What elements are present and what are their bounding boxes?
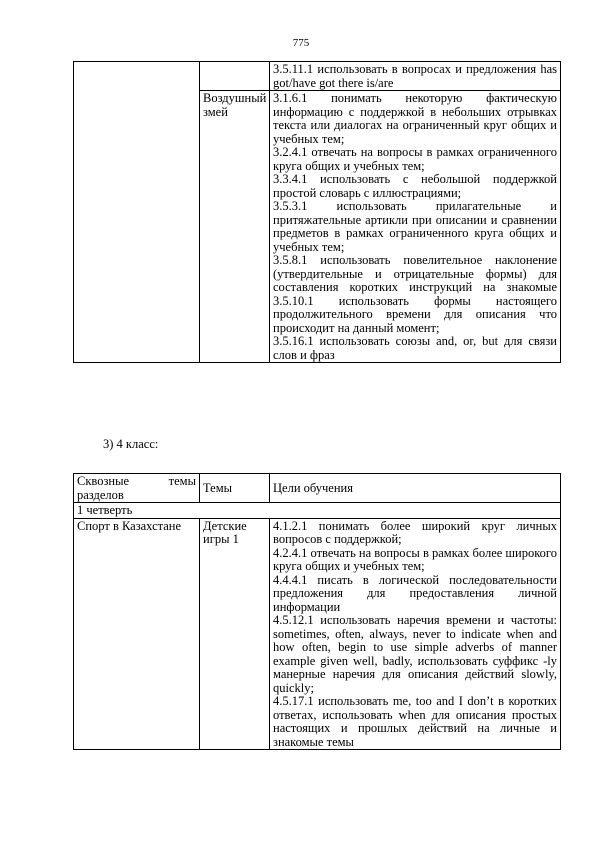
column-header-objectives: Цели обучения <box>270 474 561 503</box>
objective-item: 3.3.4.1 использовать с небольшой поддержкой простой словарь с иллюстрациями; <box>273 172 557 200</box>
page-number: 775 <box>292 37 310 49</box>
objective-item: 4.2.4.1 отвечать на вопросы в рамках более широкого круга общих и учебных тем; <box>273 545 557 573</box>
objective-item: 4.5.17.1 использовать me, too and I don’t в коротких ответах, использовать when для описания простых настоящих и прошлых действий на личные и знакомые темы <box>273 694 557 749</box>
cross-cutting-theme-cell: Спорт в Казахстане <box>74 518 200 750</box>
objectives-table-grade-4 <box>73 473 561 750</box>
objectives-table-grade-3 <box>73 61 561 363</box>
objective-cell <box>270 91 561 363</box>
objective-item: 4.1.2.1 понимать более широкий круг личных вопросов с поддержкой; <box>273 518 557 546</box>
column-header-topics: Темы <box>200 474 270 503</box>
section-heading: 3) 4 класс: <box>103 437 159 451</box>
objective-item: 3.2.4.1 отвечать на вопросы в рамках ограниченного круга общих и учебных тем; <box>273 145 557 173</box>
quarter-row <box>74 503 561 519</box>
topic-cell: Детские игры 1 <box>200 518 270 750</box>
table-header-row <box>74 474 561 503</box>
column-header-themes: Сквозные темы разделов <box>74 474 200 503</box>
objective-item: 3.5.3.1 использовать прилагательные и притяжательные артикли при описании и сравнении предметов в рамках ограниченного круга общих и учебных тем; <box>273 199 557 254</box>
topic-cell <box>200 62 270 91</box>
objective-cell <box>270 518 561 750</box>
objective-item: 3.5.8.1 использовать повелительное наклонение (утвердительные и отрицательные формы) для составления коротких инструкций на знакомые 3.5.10.1 использовать формы настоящего продолжительного времени для описания что происходит на данный момент; <box>273 253 557 335</box>
objective-item: 3.5.11.1 использовать в вопросах и предложения has got/have got there is/are <box>273 62 557 90</box>
topic-cell: Воздушный змей <box>200 91 270 363</box>
objective-cell <box>270 62 561 91</box>
objective-item: 4.5.12.1 использовать наречия времени и частоты: sometimes, often, always, never to indicate when and how often, begin to use simple adverbs of manner example given well, badly, использовать суффикс -ly манерные наречия для описания действий slowly, quickly; <box>273 613 557 695</box>
objective-item: 4.4.4.1 писать в логической последовательности предложения для предоставления личной информации <box>273 572 557 614</box>
objective-item: 3.1.6.1 понимать некоторую фактическую информацию с поддержкой в небольших отрывках текста или диалогах на ограниченный круг общих и учебных тем; <box>273 91 557 146</box>
table-row <box>74 518 561 750</box>
objective-item: 3.5.16.1 использовать союзы and, or, but для связи слов и фраз <box>273 334 557 362</box>
table-row <box>74 62 561 91</box>
cross-cutting-theme-cell <box>74 62 200 363</box>
quarter-label: 1 четверть <box>74 503 561 519</box>
